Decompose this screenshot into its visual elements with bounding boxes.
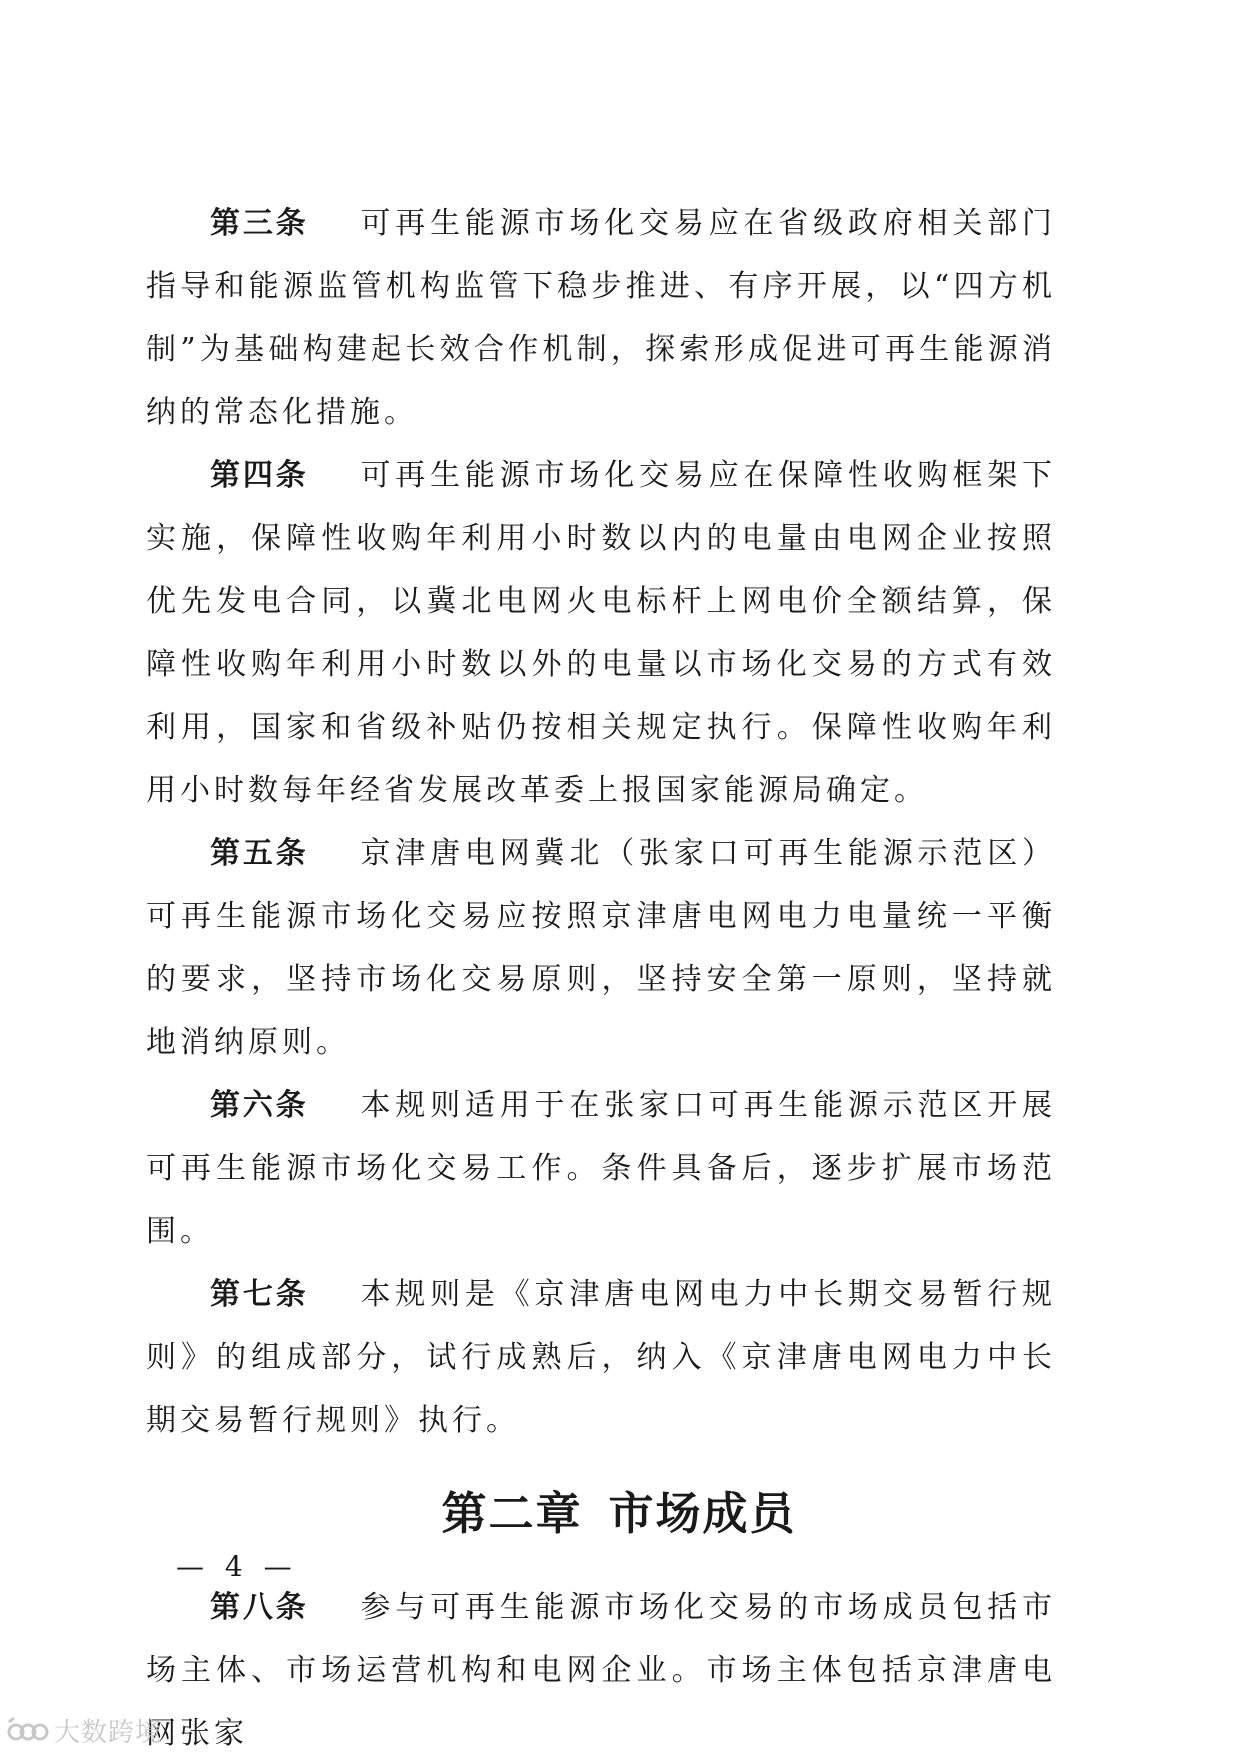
article-text: 本规则是《京津唐电网电力中长期交易暂行规则》的组成部分，试行成熟后，纳入《京津唐电网电力中长期交易暂行规则》执行。 xyxy=(146,1277,1057,1438)
article-label: 第八条 xyxy=(210,1590,309,1625)
article-7 xyxy=(146,1263,1056,1452)
article-label: 第七条 xyxy=(210,1277,309,1312)
watermark-text: 大数跨境 xyxy=(54,1718,163,1748)
article-text: 参与可再生能源市场化交易的市场成员包括市场主体、市场运营机构和电网企业。市场主体包括京津唐电网张家 xyxy=(146,1590,1057,1751)
document-body xyxy=(146,192,1056,1754)
article-4 xyxy=(146,444,1056,822)
article-6 xyxy=(146,1074,1056,1263)
article-5 xyxy=(146,822,1056,1074)
article-text: 可再生能源市场化交易应在保障性收购框架下实施，保障性收购年利用小时数以内的电量由电网企业按照优先发电合同，以冀北电网火电标杆上网电价全额结算，保障性收购年利用小时数以外的电量以市场化交易的方式有效利用，国家和省级补贴仍按相关规定执行。保障性收购年利用小时数每年经省发展改革委上报国家能源局确定。 xyxy=(146,458,1057,808)
article-8 xyxy=(146,1576,1056,1754)
watermark xyxy=(6,1712,162,1749)
chapter-title: 市场成员 xyxy=(608,1487,797,1540)
watermark-logo-icon xyxy=(6,1716,50,1746)
article-text: 本规则适用于在张家口可再生能源示范区开展可再生能源市场化交易工作。条件具备后，逐步扩展市场范围。 xyxy=(146,1088,1057,1249)
article-3 xyxy=(146,192,1056,444)
article-label: 第六条 xyxy=(210,1088,309,1123)
article-label: 第三条 xyxy=(210,206,309,241)
article-text: 可再生能源市场化交易应在省级政府相关部门指导和能源监管机构监管下稳步推进、有序开展，以“四方机制”为基础构建起长效合作机制，探索形成促进可再生能源消纳的常态化措施。 xyxy=(146,206,1057,430)
article-text: 京津唐电网冀北（张家口可再生能源示范区）可再生能源市场化交易应按照京津唐电网电力电量统一平衡的要求，坚持市场化交易原则，坚持安全第一原则，坚持就地消纳原则。 xyxy=(146,836,1057,1060)
article-label: 第五条 xyxy=(210,836,309,871)
article-label: 第四条 xyxy=(210,458,309,493)
chapter-number: 第二章 xyxy=(441,1487,583,1540)
page-number: — 4 — xyxy=(176,1550,298,1583)
